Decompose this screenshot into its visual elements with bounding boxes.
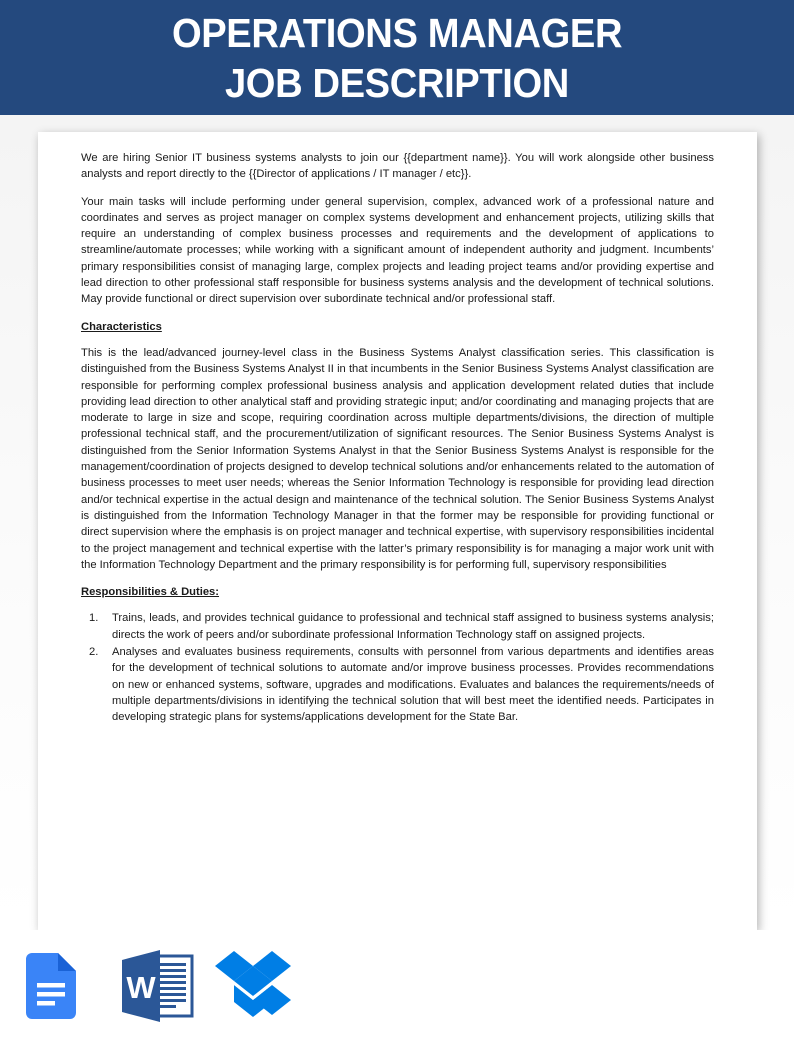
header-title-line-1: OPERATIONS MANAGER	[171, 9, 623, 56]
document-canvas	[0, 115, 794, 930]
responsibilities-list	[81, 610, 714, 725]
list-item: Analyses and evaluates business requirements, consults with personnel from various departments and identifies areas for the development of technical solutions to automate and/or improve business processes. Provides recommendations on new or enhanced systems, software, upgrades and modifications. Evaluates and balances the requirements/needs of multiple departments/divisions in identifying the technical solution that will best meet the identified needs. Participates in developing strategic plans for systems/applications development for the State Bar.	[112, 646, 714, 724]
characteristics-heading: Characteristics	[81, 320, 162, 333]
intro-paragraph: We are hiring Senior IT business systems analysts to join our {{department name}}. You will work alongside other business analysts and report directly to the {{Director of applications / IT manager / etc}}.	[81, 152, 714, 181]
responsibilities-heading: Responsibilities & Duties:	[81, 586, 220, 599]
document-page	[38, 132, 757, 930]
format-icon-row	[26, 943, 294, 1029]
list-item: Trains, leads, and provides technical guidance to professional and technical staff assigned to business systems analysis; directs the work of peers and/or subordinate professional Information Technology staff on assigned projects.	[112, 612, 714, 641]
svg-text:W: W	[126, 970, 156, 1005]
characteristics-paragraph: This is the lead/advanced journey-level class in the Business Systems Analyst classification series. This classification is distinguished from the Business Systems Analyst II in that incumbents in the Senior Business Systems Analyst classification are responsible for performing complex professional business analysis and application development related duties that include providing lead direction to other analytical staff and providing strategic input; and/or coordinating and managing projects that are moderate to large in size and scope, requiring coordination across multiple departments/divisions, the direction of multiple professional technical staff, and the procurement/utilization of significant resources. The Senior Business Systems Analyst is distinguished from the Senior Information Systems Analyst in that the Senior Business Systems Analyst is responsible for the management/coordination of projects designed to develop technical solutions and/or enhancements related to the automation of business processes to meet user needs; whereas the Senior Information Technology is responsible for providing lead direction and/or technical expertise in the actual design and maintenance of the technical solution. The Senior Business Systems Analyst is distinguished from the Information Technology Manager in that the former may be responsible for providing functional or direct supervision where the emphasis is on project manager and technical expertise, with supervisory responsibilities incidental to the project management and technical expertise with the latter’s primary responsibility is for managing a major work unit with the Information Technology Department and the primary responsibility is for performing full, supervisory responsibilities	[81, 346, 714, 571]
page-header-banner	[0, 0, 794, 115]
overview-paragraph: Your main tasks will include performing under general supervision, complex, advanced work of a professional nature and coordinates and serves as project manager on complex systems development and enhancement projects, utilizing skills that require an understanding of complex business processes and requirements and the development of applications to streamline/automate processes; while working with a significant amount of independent authority and judgment. Incumbents’ primary responsibilities consist of managing large, complex projects and leading project teams and/or providing expertise and lead direction to other professional staff responsible for business systems analysis and the development of technical solutions. May provide functional or direct supervision over subordinate technical and/or professional staff.	[81, 195, 714, 306]
header-title-line-2: JOB DESCRIPTION	[224, 59, 569, 106]
microsoft-word-icon[interactable]	[120, 943, 200, 1029]
format-icons-footer	[0, 930, 794, 1058]
dropbox-icon[interactable]	[214, 943, 294, 1029]
document-body	[81, 150, 714, 726]
google-docs-icon[interactable]	[26, 943, 106, 1029]
